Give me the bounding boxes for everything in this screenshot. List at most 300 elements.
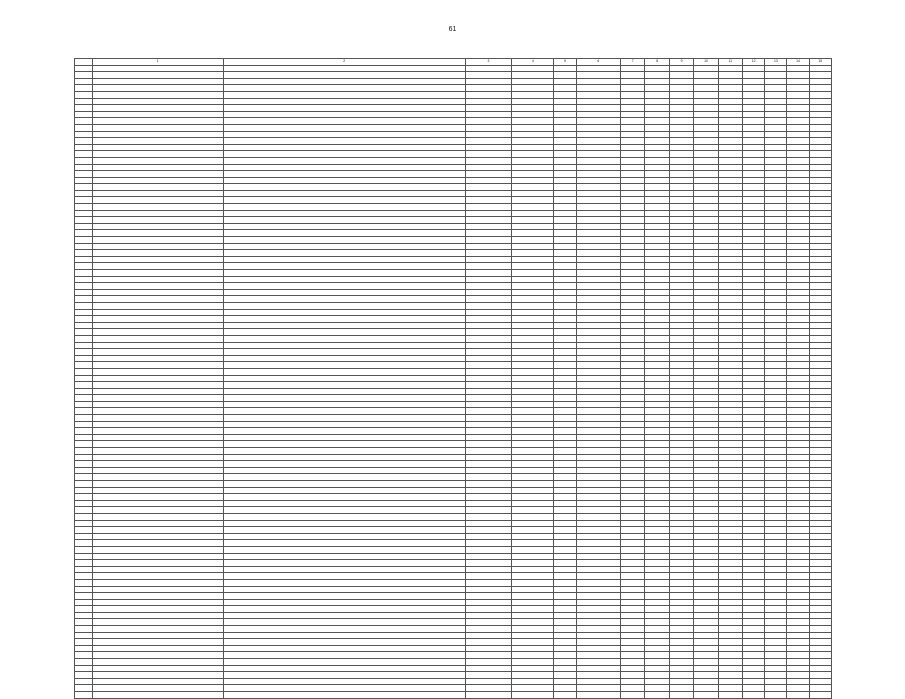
table-cell: [694, 612, 718, 619]
table-cell: [765, 309, 787, 316]
table-cell: [621, 131, 645, 138]
table-cell: [743, 659, 765, 666]
table-cell: [787, 415, 809, 422]
table-cell: [809, 263, 831, 270]
table-cell: [743, 494, 765, 501]
table-cell: [809, 454, 831, 461]
table-cell: [787, 335, 809, 342]
table-cell: [669, 467, 693, 474]
table-cell: [718, 78, 742, 85]
table-cell: [809, 500, 831, 507]
table-cell: [645, 415, 669, 422]
table-cell: [512, 131, 554, 138]
table-cell: [465, 237, 512, 244]
table-cell: [75, 520, 93, 527]
table-cell: [554, 599, 576, 606]
table-cell: [576, 243, 620, 250]
table-cell: [92, 540, 223, 547]
table-cell: [718, 566, 742, 573]
table-row: [75, 606, 832, 613]
table-cell: [765, 355, 787, 362]
table-cell: [669, 685, 693, 692]
table-cell: [554, 276, 576, 283]
table-cell: [645, 448, 669, 455]
table-cell: [718, 91, 742, 98]
table-cell: [576, 612, 620, 619]
table-cell: [512, 151, 554, 158]
table-cell: [465, 659, 512, 666]
table-cell: [621, 322, 645, 329]
table-cell: [554, 520, 576, 527]
table-cell: [554, 157, 576, 164]
table-cell: [92, 197, 223, 204]
table-row: [75, 685, 832, 692]
table-cell: [92, 665, 223, 672]
table-cell: [512, 263, 554, 270]
table-cell: [669, 85, 693, 92]
table-cell: [694, 481, 718, 488]
table-cell: [694, 289, 718, 296]
table-cell: [645, 586, 669, 593]
table-cell: [787, 190, 809, 197]
table-cell: [787, 368, 809, 375]
table-cell: [576, 197, 620, 204]
table-cell: [765, 593, 787, 600]
table-row: [75, 428, 832, 435]
table-cell: [694, 527, 718, 534]
table-cell: [576, 448, 620, 455]
table-cell: [554, 441, 576, 448]
table-row: [75, 368, 832, 375]
table-cell: [223, 388, 465, 395]
table-cell: [92, 375, 223, 382]
table-cell: [576, 309, 620, 316]
table-cell: [512, 415, 554, 422]
table-cell: [694, 388, 718, 395]
table-cell: [718, 382, 742, 389]
table-cell: [787, 316, 809, 323]
table-cell: [223, 573, 465, 580]
table-cell: [765, 448, 787, 455]
table-header-row: [75, 59, 832, 66]
table-cell: [787, 230, 809, 237]
table-cell: [669, 395, 693, 402]
table-cell: [809, 448, 831, 455]
table-cell: [645, 665, 669, 672]
table-cell: [512, 230, 554, 237]
table-cell: [465, 283, 512, 290]
table-cell: [718, 217, 742, 224]
table-cell: [669, 474, 693, 481]
table-cell: [743, 124, 765, 131]
table-row: [75, 494, 832, 501]
table-cell: [223, 527, 465, 534]
table-cell: [743, 118, 765, 125]
table-cell: [465, 692, 512, 699]
table-cell: [787, 223, 809, 230]
table-cell: [465, 395, 512, 402]
table-cell: [718, 322, 742, 329]
table-cell: [694, 144, 718, 151]
table-cell: [554, 118, 576, 125]
table-cell: [718, 428, 742, 435]
table-cell: [465, 250, 512, 257]
table-cell: [809, 415, 831, 422]
table-cell: [576, 237, 620, 244]
table-cell: [223, 309, 465, 316]
table-cell: [787, 441, 809, 448]
table-cell: [694, 685, 718, 692]
table-cell: [669, 481, 693, 488]
table-cell: [465, 560, 512, 567]
table-cell: [718, 98, 742, 105]
table-cell: [75, 78, 93, 85]
table-cell: [554, 105, 576, 112]
table-cell: [765, 283, 787, 290]
table-cell: [621, 461, 645, 468]
table-cell: [554, 210, 576, 217]
table-cell: [92, 428, 223, 435]
table-cell: [645, 164, 669, 171]
table-cell: [645, 632, 669, 639]
table-cell: [809, 692, 831, 699]
table-cell: [765, 692, 787, 699]
table-cell: [512, 335, 554, 342]
table-row: [75, 105, 832, 112]
table-cell: [645, 527, 669, 534]
table-cell: [669, 606, 693, 613]
table-cell: [645, 375, 669, 382]
table-cell: [621, 250, 645, 257]
table-cell: [223, 659, 465, 666]
table-cell: [645, 659, 669, 666]
table-cell: [669, 448, 693, 455]
table-cell: [554, 190, 576, 197]
table-cell: [669, 401, 693, 408]
table-cell: [718, 256, 742, 263]
table-cell: [718, 177, 742, 184]
table-cell: [809, 217, 831, 224]
table-cell: [645, 566, 669, 573]
table-cell: [743, 204, 765, 211]
table-cell: [554, 507, 576, 514]
table-cell: [92, 454, 223, 461]
table-cell: [223, 395, 465, 402]
table-cell: [512, 329, 554, 336]
table-cell: [743, 428, 765, 435]
table-cell: [765, 474, 787, 481]
table-cell: [576, 421, 620, 428]
table-cell: [645, 250, 669, 257]
table-cell: [809, 250, 831, 257]
table-cell: [576, 408, 620, 415]
table-cell: [669, 355, 693, 362]
table-cell: [669, 124, 693, 131]
table-cell: [512, 157, 554, 164]
table-cell: [765, 91, 787, 98]
table-cell: [765, 494, 787, 501]
table-cell: [554, 388, 576, 395]
table-cell: [75, 342, 93, 349]
table-cell: [554, 263, 576, 270]
table-cell: [621, 540, 645, 547]
table-cell: [809, 678, 831, 685]
table-cell: [554, 560, 576, 567]
table-cell: [621, 111, 645, 118]
table-cell: [554, 652, 576, 659]
table-cell: [554, 184, 576, 191]
table-cell: [576, 527, 620, 534]
table-cell: [765, 256, 787, 263]
table-cell: [787, 342, 809, 349]
table-cell: [645, 243, 669, 250]
table-cell: [512, 579, 554, 586]
table-cell: [694, 375, 718, 382]
table-cell: [92, 243, 223, 250]
table-cell: [645, 428, 669, 435]
table-cell: [223, 500, 465, 507]
table-cell: [223, 434, 465, 441]
table-cell: [718, 579, 742, 586]
table-cell: [92, 329, 223, 336]
table-cell: [512, 566, 554, 573]
table-cell: [645, 678, 669, 685]
table-row: [75, 692, 832, 699]
table-cell: [787, 151, 809, 158]
table-cell: [787, 546, 809, 553]
table-row: [75, 599, 832, 606]
table-cell: [765, 441, 787, 448]
table-cell: [787, 632, 809, 639]
table-cell: [743, 276, 765, 283]
table-cell: [75, 513, 93, 520]
table-cell: [465, 619, 512, 626]
table-cell: [809, 184, 831, 191]
table-cell: [669, 672, 693, 679]
table-cell: [694, 72, 718, 79]
table-cell: [645, 85, 669, 92]
table-cell: [694, 678, 718, 685]
table-cell: [75, 382, 93, 389]
table-cell: [669, 342, 693, 349]
table-cell: [765, 250, 787, 257]
table-cell: [92, 481, 223, 488]
table-cell: [512, 65, 554, 72]
table-row: [75, 586, 832, 593]
table-cell: [75, 395, 93, 402]
table-cell: [576, 626, 620, 633]
table-cell: [223, 316, 465, 323]
table-cell: [718, 144, 742, 151]
table-cell: [465, 144, 512, 151]
table-cell: [718, 441, 742, 448]
table-cell: [694, 593, 718, 600]
table-cell: [576, 118, 620, 125]
table-cell: [743, 309, 765, 316]
table-cell: [743, 619, 765, 626]
table-cell: [718, 448, 742, 455]
table-cell: [787, 197, 809, 204]
table-cell: [787, 111, 809, 118]
table-cell: [75, 276, 93, 283]
table-cell: [765, 652, 787, 659]
table-row: [75, 118, 832, 125]
table-cell: [669, 678, 693, 685]
table-cell: [765, 606, 787, 613]
table-cell: [75, 645, 93, 652]
table-cell: [223, 223, 465, 230]
table-cell: [787, 474, 809, 481]
table-cell: [669, 164, 693, 171]
table-cell: [645, 579, 669, 586]
table-cell: [621, 560, 645, 567]
table-cell: [92, 573, 223, 580]
table-row: [75, 441, 832, 448]
table-cell: [694, 672, 718, 679]
table-cell: [809, 309, 831, 316]
column-header: 4: [512, 59, 554, 66]
table-cell: [787, 375, 809, 382]
table-cell: [621, 368, 645, 375]
table-cell: [669, 533, 693, 540]
table-cell: [92, 250, 223, 257]
table-cell: [645, 652, 669, 659]
table-cell: [465, 632, 512, 639]
table-cell: [645, 362, 669, 369]
table-cell: [576, 250, 620, 257]
table-cell: [669, 237, 693, 244]
table-cell: [92, 118, 223, 125]
table-cell: [512, 289, 554, 296]
table-cell: [621, 283, 645, 290]
table-row: [75, 256, 832, 263]
table-cell: [809, 78, 831, 85]
table-cell: [645, 500, 669, 507]
table-cell: [809, 507, 831, 514]
table-cell: [645, 507, 669, 514]
table-cell: [75, 329, 93, 336]
table-cell: [669, 335, 693, 342]
table-cell: [694, 692, 718, 699]
table-cell: [718, 375, 742, 382]
table-cell: [223, 474, 465, 481]
table-row: [75, 98, 832, 105]
table-cell: [512, 527, 554, 534]
table-cell: [669, 157, 693, 164]
table-cell: [465, 223, 512, 230]
table-cell: [645, 91, 669, 98]
table-cell: [787, 579, 809, 586]
table-cell: [743, 408, 765, 415]
table-cell: [554, 335, 576, 342]
table-cell: [787, 322, 809, 329]
table-cell: [223, 204, 465, 211]
table-cell: [621, 513, 645, 520]
table-cell: [223, 382, 465, 389]
table-cell: [576, 606, 620, 613]
table-cell: [669, 494, 693, 501]
table-row: [75, 270, 832, 277]
table-cell: [669, 546, 693, 553]
table-cell: [718, 105, 742, 112]
table-cell: [465, 527, 512, 534]
table-cell: [92, 217, 223, 224]
table-cell: [669, 210, 693, 217]
table-cell: [576, 652, 620, 659]
page-number: 61: [448, 26, 457, 33]
table-cell: [512, 72, 554, 79]
table-cell: [809, 349, 831, 356]
table-cell: [554, 296, 576, 303]
table-cell: [223, 230, 465, 237]
table-cell: [787, 665, 809, 672]
table-cell: [576, 362, 620, 369]
table-row: [75, 474, 832, 481]
table-cell: [92, 151, 223, 158]
table-cell: [718, 395, 742, 402]
table-cell: [554, 626, 576, 633]
table-cell: [765, 408, 787, 415]
table-cell: [694, 626, 718, 633]
table-cell: [75, 230, 93, 237]
table-cell: [465, 217, 512, 224]
table-cell: [75, 612, 93, 619]
table-cell: [743, 78, 765, 85]
table-cell: [694, 467, 718, 474]
table-cell: [576, 111, 620, 118]
table-cell: [809, 474, 831, 481]
table-cell: [718, 481, 742, 488]
table-cell: [645, 322, 669, 329]
table-cell: [512, 78, 554, 85]
table-cell: [223, 520, 465, 527]
table-cell: [765, 157, 787, 164]
table-cell: [554, 72, 576, 79]
table-cell: [576, 494, 620, 501]
table-cell: [787, 283, 809, 290]
table-cell: [223, 243, 465, 250]
table-cell: [787, 487, 809, 494]
table-cell: [92, 177, 223, 184]
table-cell: [645, 111, 669, 118]
table-cell: [787, 388, 809, 395]
table-cell: [465, 131, 512, 138]
table-cell: [669, 368, 693, 375]
table-cell: [743, 91, 765, 98]
table-cell: [223, 579, 465, 586]
table-row: [75, 263, 832, 270]
table-cell: [765, 626, 787, 633]
table-cell: [621, 105, 645, 112]
table-cell: [223, 586, 465, 593]
table-cell: [465, 197, 512, 204]
table-cell: [223, 263, 465, 270]
table-cell: [554, 177, 576, 184]
table-cell: [92, 678, 223, 685]
table-cell: [92, 230, 223, 237]
table-cell: [765, 296, 787, 303]
table-row: [75, 434, 832, 441]
table-row: [75, 342, 832, 349]
table-cell: [554, 270, 576, 277]
table-cell: [621, 566, 645, 573]
table-cell: [621, 652, 645, 659]
table-cell: [765, 335, 787, 342]
table-cell: [512, 210, 554, 217]
table-cell: [92, 527, 223, 534]
table-cell: [576, 678, 620, 685]
table-cell: [787, 685, 809, 692]
